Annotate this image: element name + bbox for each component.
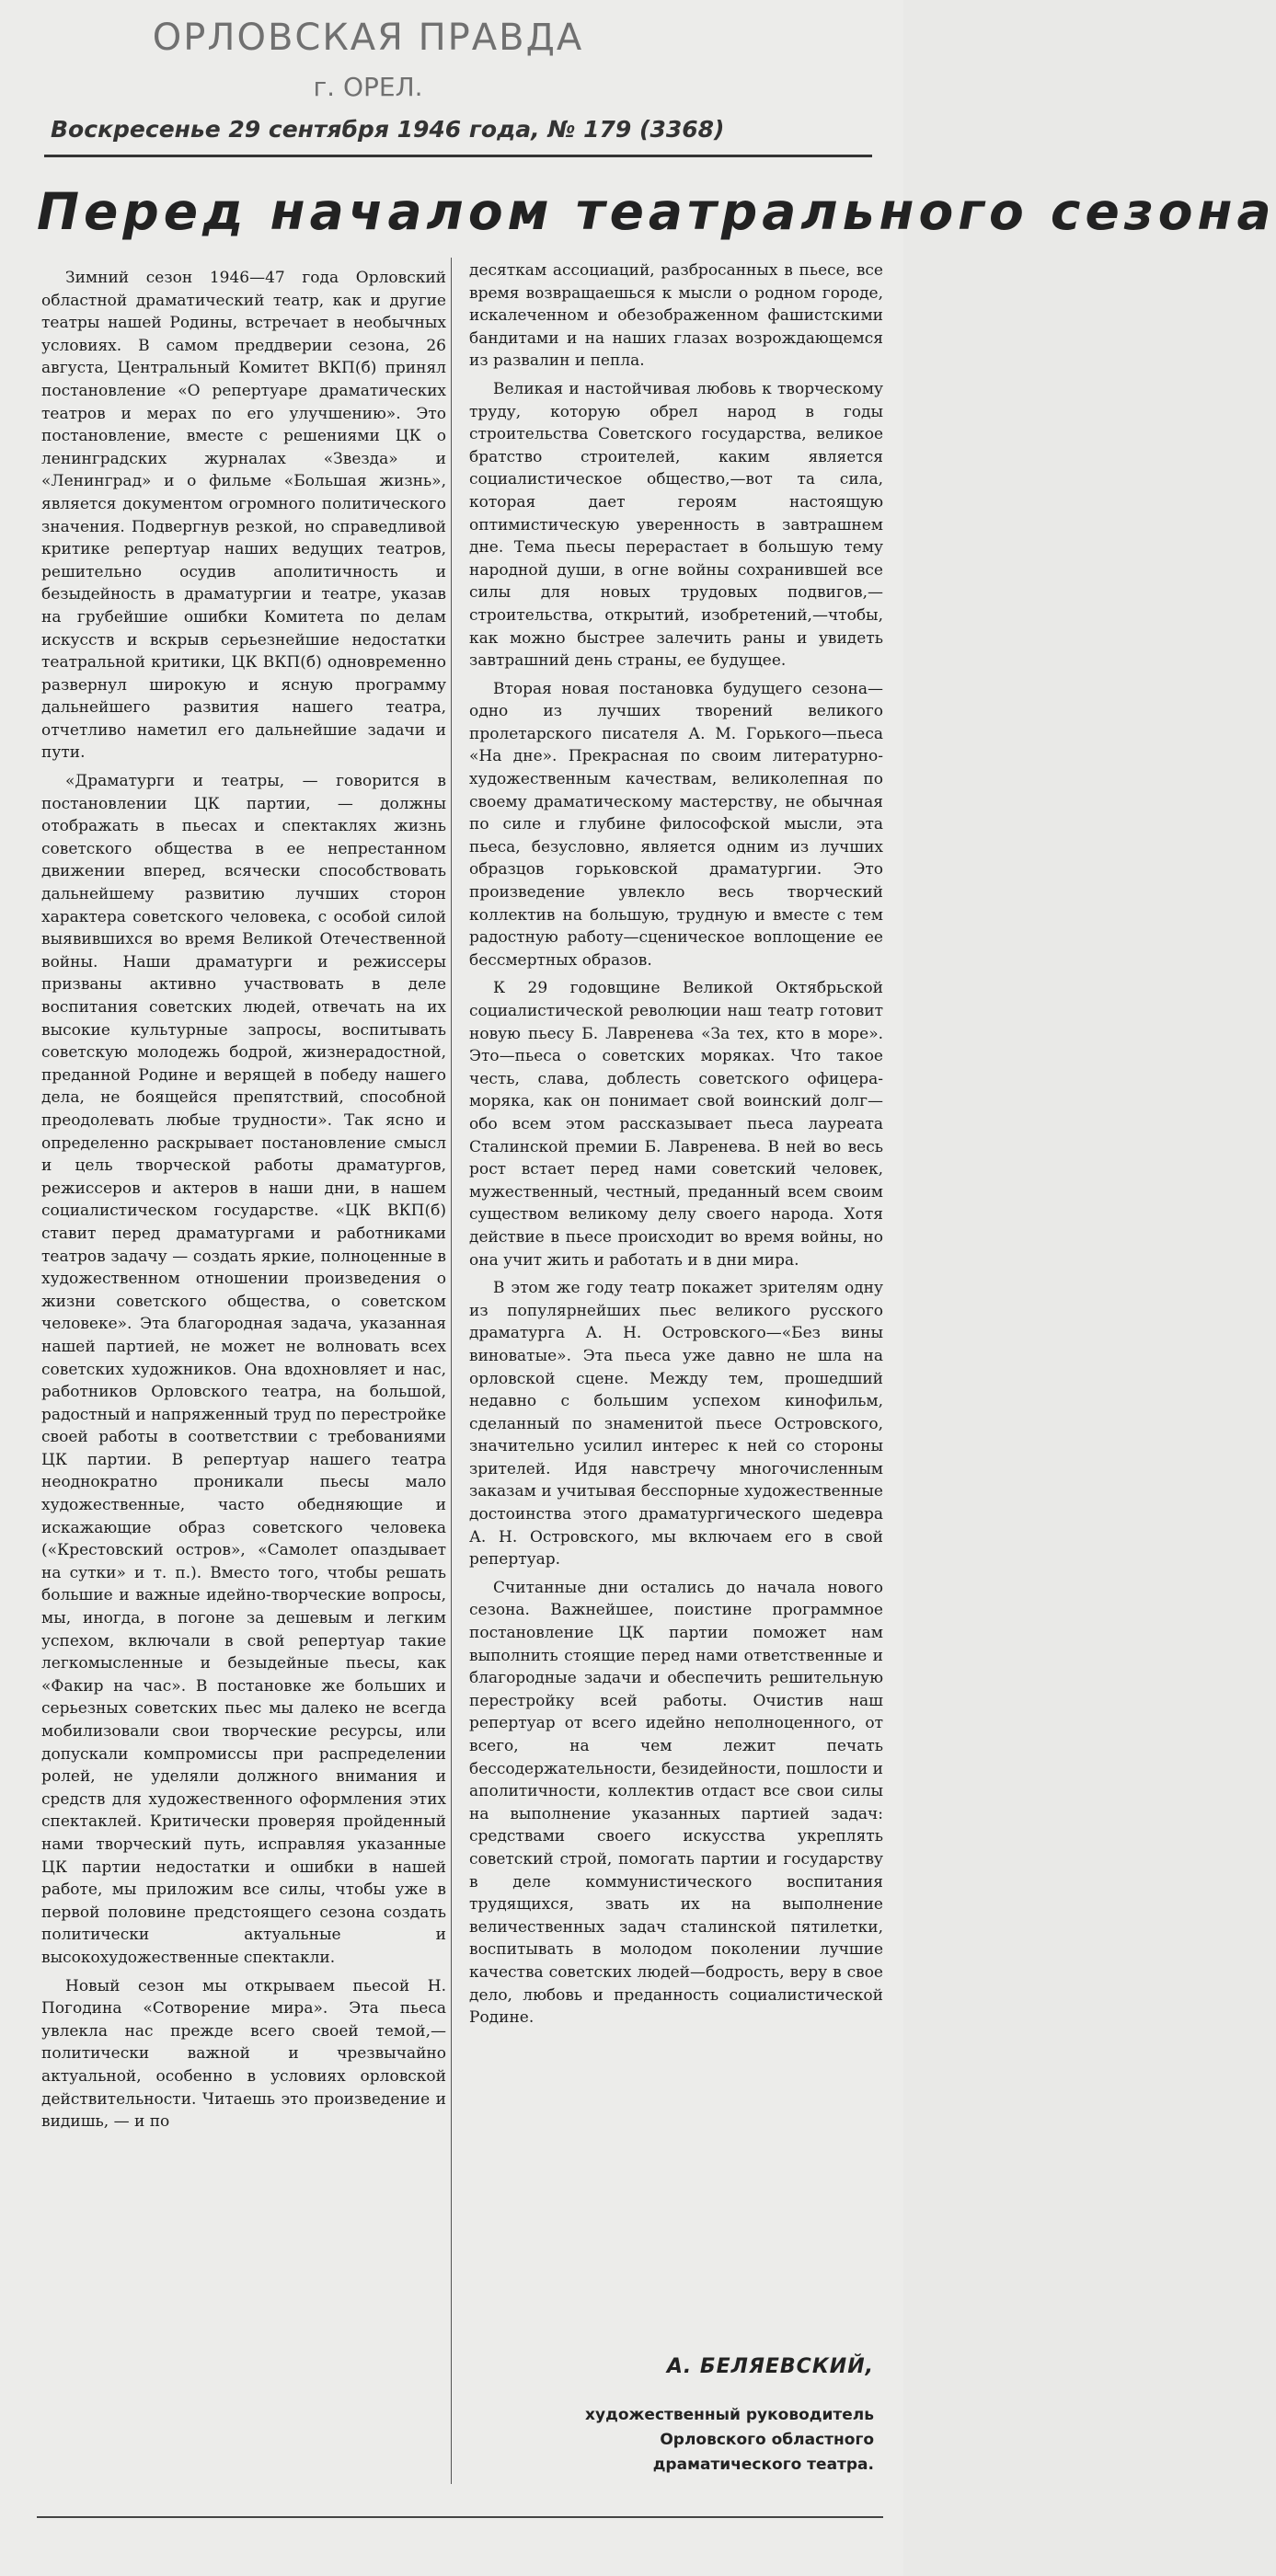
column-divider bbox=[451, 258, 452, 2484]
article-paragraph: Зимний сезон 1946—47 года Орловский областной драматический театр, как и другие театры нашей Родины, встречает в необычных условиях. В самом преддверии сезона, 26 августа, Центральный Комитет ВКП(б) принял постановление «О репертуаре драматических театров и мерах по его улучшению». Это постановление, вместе с решениями ЦК о ленинградских журналах «Звезда» и «Ленинград» и о фильме «Большая жизнь», является документом огромного политического значения. Подвергнув резкой, но справедливой критике репертуар наших ведущих театров, решительно осудив аполитичность и безыдейность в драматургии и театре, указав на грубейшие ошибки Комитета по делам искусств и вскрыв серьезнейшие недостатки театральной критики, ЦК ВКП(б) одновременно развернул широкую и ясную программу дальнейшего развития нашего театра, отчетливо наметил его дальнейшие задачи и пути. bbox=[41, 269, 446, 763]
article-paragraph: Великая и настойчивая любовь к творческому труду, которую обрел народ в годы строительства Советского государства, великое братство строителей, каким является социалистическое общество,—вот та сила, которая дает героям настоящую оптимистическую уверенность в завтрашнем дне. Тема пьесы перерастает в большую тему народной души, в огне войны сохранившей все силы для новых трудовых подвигов,—строительства, открытий, изобретений,—чтобы, как можно быстрее залечить раны и увидеть завтрашний день страны, ее будущее. bbox=[469, 379, 883, 671]
article-column-left bbox=[41, 267, 446, 2567]
article-column-right bbox=[469, 259, 883, 2559]
footer-rule bbox=[37, 2516, 883, 2518]
header-rule bbox=[44, 155, 872, 157]
article-paragraph: «Драматурги и театры, — говорится в постановлении ЦК партии, — должны отображать в пьесах и спектаклях жизнь советского общества в ее непрестанном движении вперед, всячески способствовать дальнейшему развитию лучших сторон характера советского человека, с особой силой выявившихся во время Великой Отечественной войны. Наши драматурги и режиссеры призваны активно участвовать в деле воспитания советских людей, отвечать на их высокие культурные запросы, воспитывать советскую молодежь бодрой, жизнерадостной, преданной Родине и верящей в победу нашего дела, не боящейся препятствий, способной преодолевать любые трудности». Так ясно и определенно раскрывает постановление смысл и цель творческой работы драматургов, режиссеров и актеров в наши дни, в нашем социалистическом государстве. «ЦК ВКП(б) ставит перед драматургами и работниками театров задачу — создать яркие, полноценные в художественном отношении произведения о жизни советского общества, о советском человеке». Эта благородная задача, указанная нашей партией, не может не волновать всех советских художников. Она вдохновляет и нас, работников Орловского театра, на большой, радостный и напряженный труд по перестройке своей работы в соответствии с требованиями ЦК партии. В репертуар нашего театра неоднократно проникали пьесы мало художественные, часто обедняющие и искажающие образ советского человека («Крестовский остров», «Самолет опаздывает на сутки» и т. п.). Вместо того, чтобы решать большие и важные идейно-творческие вопросы, мы, иногда, в погоне за дешевым и легким успехом, включали в свой репертуар такие легкомысленные и безыдейные пьесы, как «Факир на час». В постановке же больших и серьезных советских пьес мы далеко не всегда мобилизовали свои творческие ресурсы, или допускали компромиссы при распределении ролей, не уделяли должного внимания и средств для художественного оформления этих спектаклей. Критически проверяя пройденный нами творческий путь, исправляя указанные ЦК партии недостатки и ошибки в нашей работе, мы приложим все силы, чтобы уже в первой половине предстоящего сезона создать политически актуальные и высокохудожественные спектакли. bbox=[41, 772, 446, 1967]
article-headline: Перед началом театрального сезона bbox=[37, 182, 1276, 241]
article-paragraph: Вторая новая постановка будущего сезона—одно из лучших творений великого пролетарского писателя А. М. Горького—пьеса «На дне». Прекрасная по своим литературно-художественным качествам, великолепная по своему драматическому мастерству, не обычная по силе и глубине философской мысли, эта пьеса, безусловно, является одним из лучших образцов горьковской драматургии. Это произведение увлекло весь творческий коллектив на большую, трудную и вместе с тем радостную работу—сценическое воплощение ее бессмертных образов. bbox=[469, 679, 883, 970]
masthead-city: г. ОРЕЛ. bbox=[313, 72, 423, 102]
issue-dateline: Воскресенье 29 сентября 1946 года, № 179 (3368) bbox=[51, 116, 725, 143]
article-paragraph: Новый сезон мы открываем пьесой Н. Погодина «Сотворение мира». Эта пьеса увлекла нас прежде всего своей темой,—политически важной и чрезвычайно актуальной, особенно в условиях орловской действительности. Читаешь это произведение и видишь, — и по bbox=[41, 1976, 446, 2132]
author-title: художественный руководитель Орловского областного драматического театра. bbox=[585, 2406, 874, 2474]
article-paragraph: Считанные дни остались до начала нового сезона. Важнейшее, поистине программное постановление ЦК партии поможет нам выполнить стоящие перед нами ответственные и благородные задачи и обеспечить решительную перестройку всей работы. Очистив наш репертуар от всего идейно неполноценного, от всего, на чем лежит печать бессодержательности, безидейности, пошлости и аполитичности, коллектив отдаст все свои силы на выполнение указанных партией задач: средствами своего искусства укреплять советский строй, помогать партии и государству в деле коммунистического воспитания трудящихся, звать их на выполнение величественных задач сталинской пятилетки, воспитывать в молодом поколении лучшие качества советских людей—бодрость, веру в свое дело, любовь и преданность социалистической Родине. bbox=[469, 1578, 883, 2028]
article-paragraph: К 29 годовщине Великой Октябрьской социалистической революции наш театр готовит новую пьесу Б. Лавренева «За тех, кто в море». Это—пьеса о советских моряках. Что такое честь, слава, доблесть советского офицера-моряка, как он понимает свой воинский долг—обо всем этом рассказывает пьеса лауреата Сталинской премии Б. Лавренева. В ней во весь рост встает перед нами советский человек, мужественный, честный, преданный всем своим существом великому делу своего народа. Хотя действие в пьесе происходит во время войны, но она учит жить и работать и в дни мира. bbox=[469, 979, 883, 1270]
article-paragraph: десяткам ассоциаций, разбросанных в пьесе, все время возвращаешься к мысли о родном городе, искалеченном и обезображенном фашистскими бандитами и на наших глазах возрождающемся из развалин и пепла. bbox=[469, 261, 883, 371]
article-paragraph: В этом же году театр покажет зрителям одну из популярнейших пьес великого русского драматурга А. Н. Островского—«Без вины виноватые». Эта пьеса уже давно не шла на орловской сцене. Между тем, прошедший недавно с большим успехом кинофильм, сделанный по знаменитой пьесе Островского, значительно усилил интерес к ней со стороны зрителей. Идя навстречу многочисленным заказам и учитывая бесспорные художественные достоинства этого драматургического шедевра А. Н. Островского, мы включаем его в свой репертуар. bbox=[469, 1279, 883, 1570]
author-name: А. БЕЛЯЕВСКИЙ, bbox=[666, 2355, 874, 2378]
newspaper-masthead: ОРЛОВСКАЯ ПРАВДА bbox=[152, 17, 584, 59]
